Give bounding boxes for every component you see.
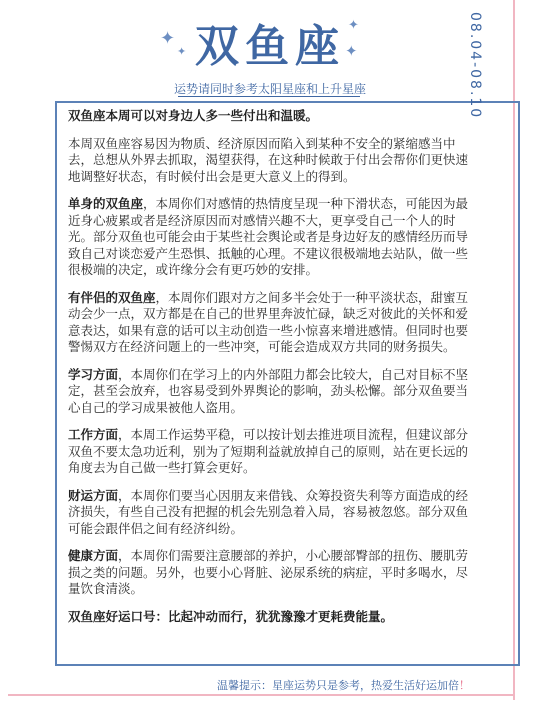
single-paragraph: 单身的双鱼座，本周你们对感情的热情度呈现一种下滑状态，可能因为最近身心疲累或者是经济原因而对感情兴趣不大，更享受自己一个人的时光。部分双鱼也可能会由于某些社会舆论或者是身边好友的感情经历而导致自己对谈恋爱产生恐惧、抵触的心理。不建议很极端地去站队，做一些很极端的决定，或许缘分会有更巧妙的安排。: [68, 196, 469, 277]
subtitle-underline: [178, 96, 360, 97]
sparkle-star-icon: ✦: [160, 28, 176, 49]
partner-paragraph: 有伴侣的双鱼座，本周你们跟对方之间多半会处于一种平淡状态，甜蜜互动会少一点，双方都是在自己的世界里奔波忙碌，缺乏对彼此的关怀和爱意表达，如果有意的话可以主动创造一些小惊喜来增进感情。但同时也要警惕双方在经济问题上的一些冲突，可能会造成双方共同的财务损失。: [68, 289, 469, 354]
slogan: 双鱼座好运口号：比起冲动而行，犹犹豫豫才更耗费能量。: [68, 608, 394, 624]
footer-tip: 温馨提示：星座运势只是参考，热爱生活好运加倍！: [217, 679, 470, 692]
page-title: 双鱼座: [195, 21, 345, 72]
date-range: 08.04-08.10: [467, 12, 483, 120]
sparkle-star-icon: ✦: [345, 42, 358, 60]
intro-heading: 双鱼座本周可以对身边人多一些付出和温暖。: [68, 108, 319, 123]
money-paragraph: 财运方面，本周你们要当心因朋友来借钱、众筹投资失利等方面造成的经济损失，有些自己没有把握的机会先别急着入局，容易被忽悠。部分双鱼可能会跟伴侣之间有经济纠纷。: [68, 487, 469, 536]
intro-paragraph: 本周双鱼座容易因为物质、经济原因而陷入到某种不安全的紧缩感当中去，总想从外界去抓取，渴望获得，在这种时候敢于付出会帮你们更快速地调整好状态，有时候付出会是更大意义上的得到。: [68, 135, 469, 184]
page-subtitle: 运势请同时参考太阳星座和上升星座: [173, 82, 366, 96]
horoscope-content: [68, 108, 478, 636]
pink-horizontal-line: [8, 694, 515, 696]
study-paragraph: 学习方面，本周你们在学习上的内外部阻力都会比较大，自己对目标不坚定，甚至会放弃，也容易受到外界舆论的影响，劲头松懈。部分双鱼要当心自己的学习成果被他人盗用。: [68, 366, 469, 415]
sparkle-star-icon: ✦: [177, 45, 187, 58]
sparkle-star-icon: ✦: [348, 18, 359, 33]
health-paragraph: 健康方面，本周你们需要注意腰部的养护，小心腰部臀部的扭伤、腰肌劳损之类的问题。另外，也要小心肾脏、泌尿系统的病症，平时多喝水，尽量饮食清淡。: [68, 548, 469, 596]
work-paragraph: 工作方面，本周工作运势平稳，可以按计划去推进项目流程，但建议部分双鱼不要太急功近利，别为了短期利益就放掉自己的原则，站在更长远的角度去为自己做一些打算会更好。: [68, 427, 469, 475]
